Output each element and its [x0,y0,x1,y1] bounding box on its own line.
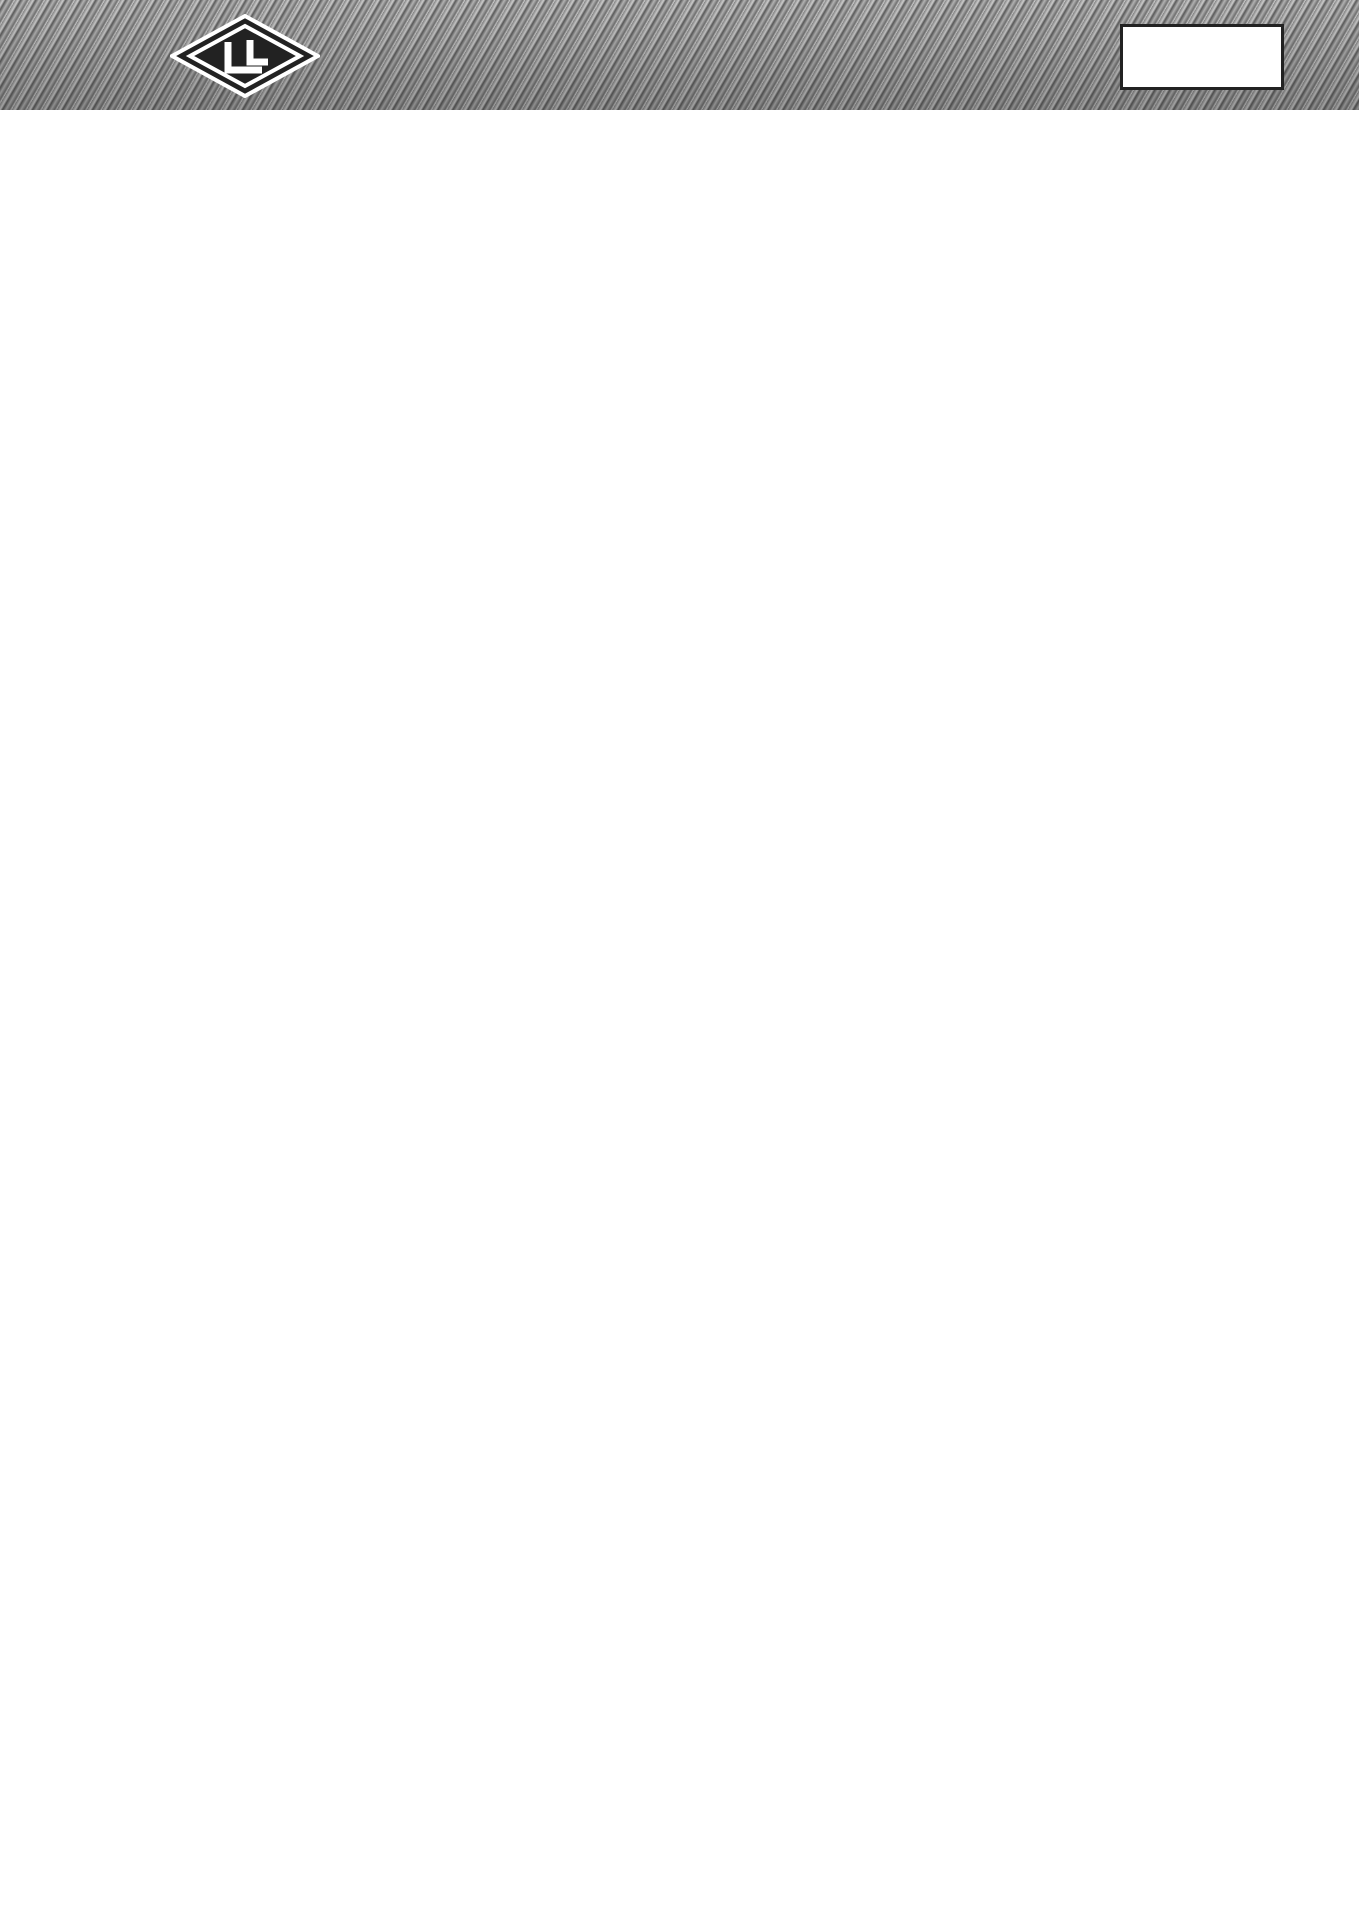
header-banner [0,0,1359,110]
article-lead-column [1222,116,1284,434]
diamond-crest-icon [170,14,320,98]
article-column-top-1 [134,116,1220,438]
series-title [322,16,344,94]
series-installment-badge [1120,24,1284,90]
